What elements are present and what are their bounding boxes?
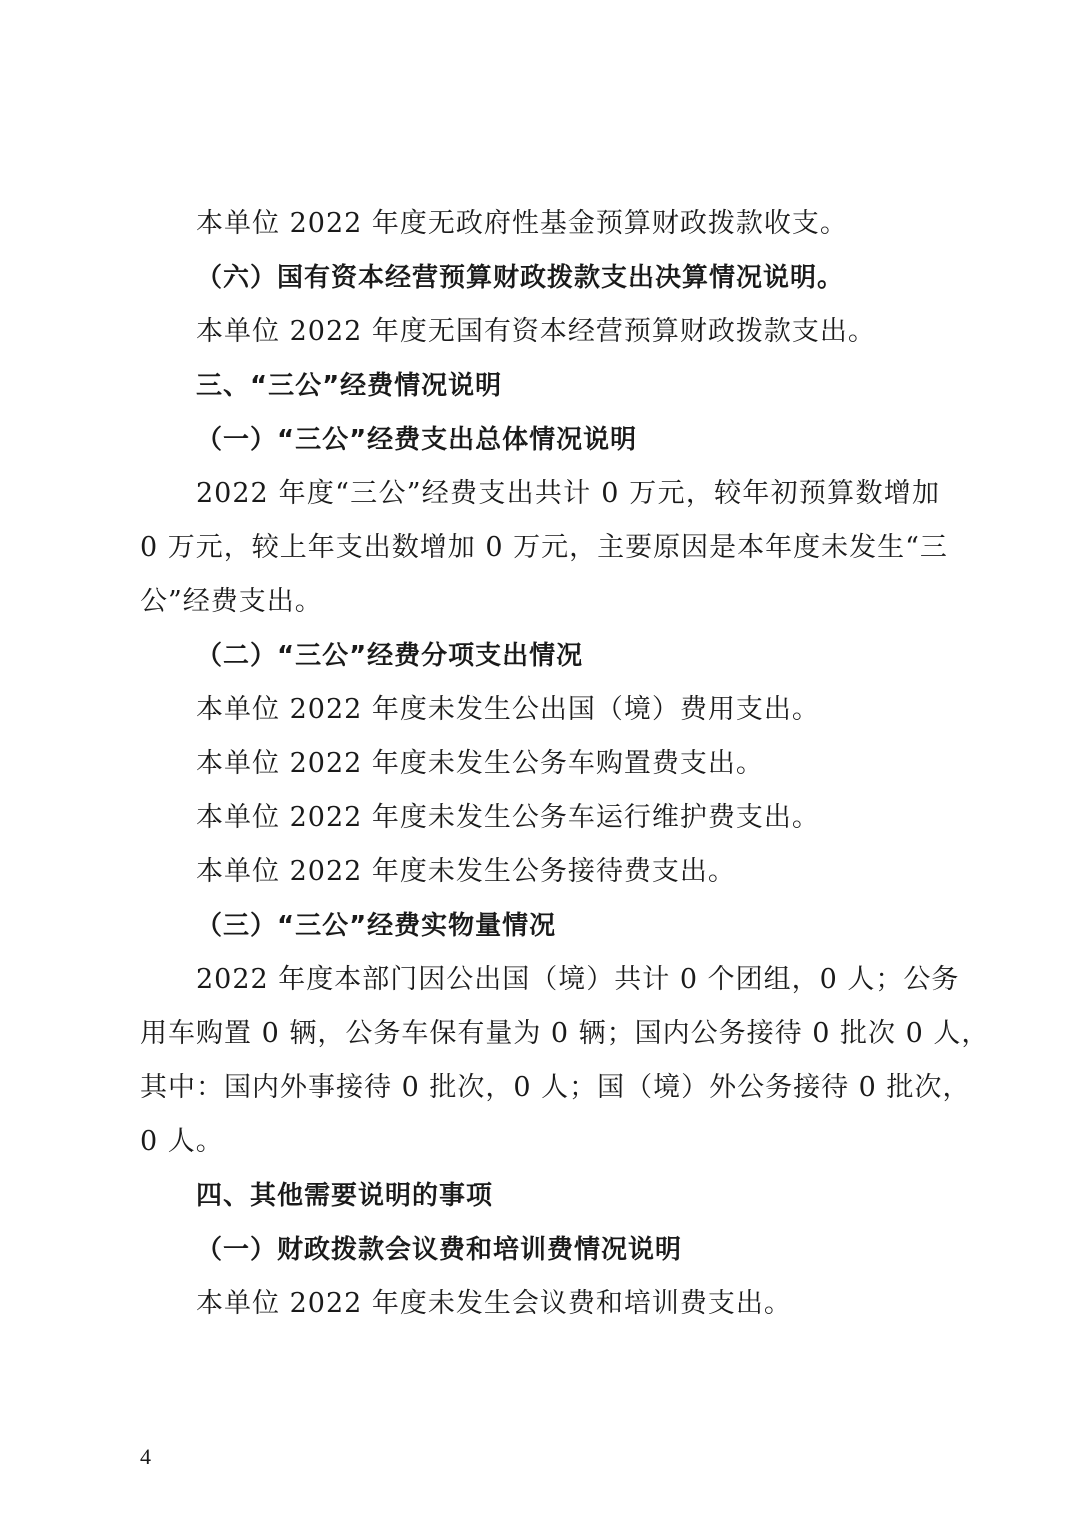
paragraph-line: 本单位 2022 年度未发生会议费和培训费支出。 (196, 1288, 792, 1319)
section-heading: （一）“三公”经费支出总体情况说明 (196, 425, 638, 455)
section-heading: （六）国有资本经营预算财政拨款支出决算情况说明。 (196, 263, 845, 293)
paragraph-line: 0 人。 (140, 1126, 224, 1157)
section-heading: （二）“三公”经费分项支出情况 (196, 641, 584, 671)
paragraph-line: 本单位 2022 年度无政府性基金预算财政拨款收支。 (196, 208, 848, 239)
paragraph-line: 公”经费支出。 (140, 586, 323, 617)
section-heading: 四、其他需要说明的事项 (196, 1181, 494, 1211)
paragraph-line: 本单位 2022 年度未发生公务车运行维护费支出。 (196, 802, 820, 833)
section-heading: 三、“三公”经费情况说明 (196, 371, 503, 401)
paragraph-line: 2022 年度“三公”经费支出共计 0 万元，较年初预算数增加 (196, 478, 940, 509)
section-heading: （三）“三公”经费实物量情况 (196, 911, 557, 941)
paragraph-line: 用车购置 0 辆，公务车保有量为 0 辆；国内公务接待 0 批次 0 人， (140, 1018, 990, 1049)
paragraph-line: 本单位 2022 年度无国有资本经营预算财政拨款支出。 (196, 316, 876, 347)
paragraph-line: 本单位 2022 年度未发生公务接待费支出。 (196, 856, 736, 887)
paragraph-line: 本单位 2022 年度未发生公务车购置费支出。 (196, 748, 764, 779)
paragraph-line: 本单位 2022 年度未发生公出国（境）费用支出。 (196, 694, 820, 725)
paragraph-line: 2022 年度本部门因公出国（境）共计 0 个团组，0 人；公务 (196, 964, 960, 995)
paragraph-line: 其中：国内外事接待 0 批次，0 人；国（境）外公务接待 0 批次， (140, 1072, 971, 1103)
section-heading: （一）财政拨款会议费和培训费情况说明 (196, 1235, 683, 1265)
paragraph-line: 0 万元，较上年支出数增加 0 万元，主要原因是本年度未发生“三 (140, 532, 948, 563)
page-number: 4 (140, 1444, 151, 1469)
